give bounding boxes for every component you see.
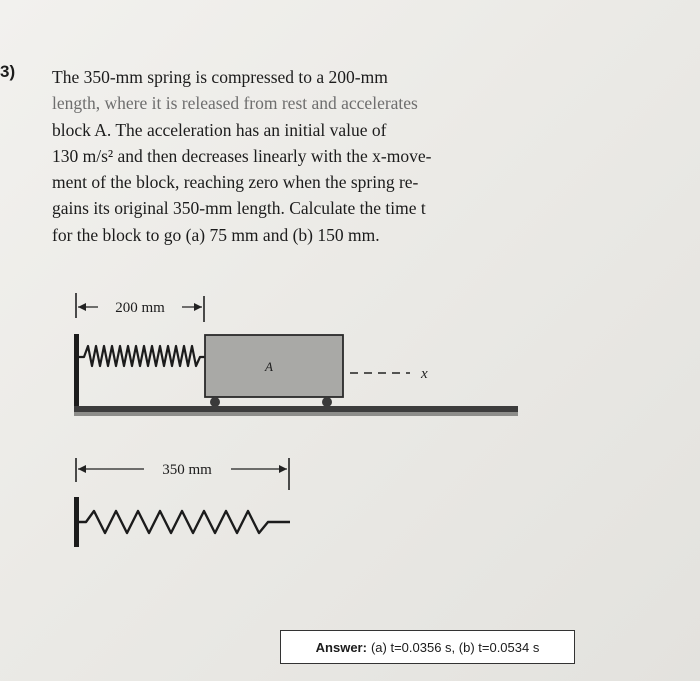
block-a [205, 335, 343, 407]
problem-line-5: ment of the block, reaching zero when the spring re- [52, 172, 419, 193]
free-spring [79, 511, 290, 533]
problem-line-3: block A. The acceleration has an initial value of [52, 119, 387, 140]
compressed-spring [79, 346, 206, 366]
wheel-left [210, 397, 220, 407]
problem-line-4: 130 m/s² and then decreases linearly with the x-move- [52, 145, 432, 166]
compressed-length-label: 200 mm [115, 300, 165, 316]
problem-line-7: for the block to go (a) 75 mm and (b) 150 mm. [52, 224, 380, 245]
wall-free [74, 497, 79, 547]
block-label: A [265, 359, 273, 374]
answer-text: (a) t=0.0356 s, (b) t=0.0534 s [370, 639, 540, 655]
answer-box [280, 630, 575, 664]
problem-number: 3) [0, 62, 16, 81]
wall [74, 334, 79, 408]
ground [74, 406, 518, 412]
problem-line-6: gains its original 350-mm length. Calculate the time t [52, 198, 426, 219]
compressed-length-dimension [76, 293, 204, 322]
wheel-right [322, 397, 332, 407]
x-axis-label: x [421, 366, 428, 382]
answer-label: Answer: [315, 639, 367, 655]
free-length-label: 350 mm [162, 462, 212, 478]
problem-line-2: length, where it is released from rest and accelerates [52, 93, 418, 114]
problem-line-1: The 350-mm spring is compressed to a 200-mm [52, 67, 388, 87]
free-length-dimension [76, 458, 289, 490]
